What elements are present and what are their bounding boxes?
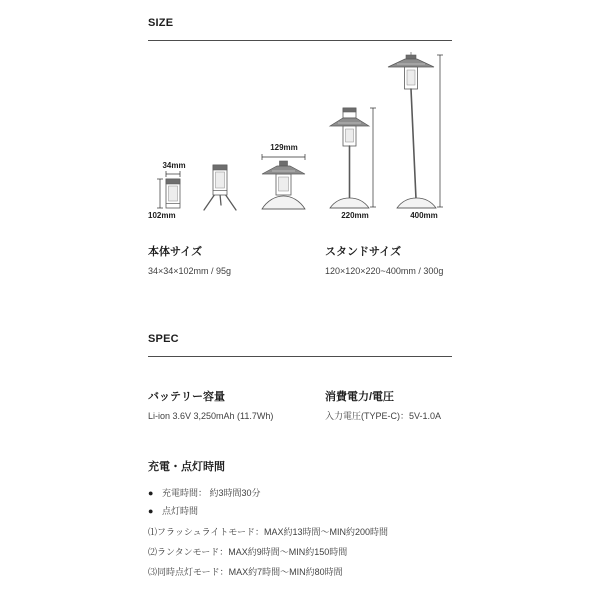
spec-heading: SPEC — [148, 333, 179, 345]
power-value: 入力電圧(TYPE-C)：5V-1.0A — [325, 411, 442, 421]
lantern-stand-short-illustration — [330, 108, 369, 208]
lantern-body — [343, 126, 356, 146]
tripod-leg — [225, 194, 236, 210]
tripod-leg — [220, 194, 221, 205]
lantern-with-shade-illustration — [262, 161, 305, 209]
lantern-window — [216, 172, 225, 188]
lantern-body — [276, 174, 291, 195]
size-heading: SIZE — [148, 17, 174, 29]
body-size-title: 本体サイズ — [148, 246, 203, 258]
list-item-text: 充電時間： 約3時間30分 — [162, 488, 261, 498]
mode-simultaneous: ⑶同時点灯モード：MAX約7時間～MIN約80時間 — [148, 567, 343, 577]
tripod-leg — [204, 194, 215, 210]
runtime-title: 充電・点灯時間 — [148, 461, 225, 473]
list-item-charge-time — [148, 489, 261, 498]
lantern-shade — [388, 59, 434, 67]
dimension-body-height — [157, 179, 163, 208]
bullet-icon: ● — [148, 488, 154, 498]
dimension-shade-width — [262, 154, 305, 160]
mode-lantern: ⑵ランタンモード：MAX約9時間～MIN約150時間 — [148, 547, 348, 557]
dimension-label-body-width: 34mm — [162, 161, 186, 170]
stand-size-title: スタンドサイズ — [325, 246, 402, 258]
dimension-label-stand-min-height: 220mm — [341, 211, 369, 220]
lantern-tripod-illustration — [204, 165, 236, 210]
lantern-window — [279, 177, 289, 191]
lantern-window — [346, 129, 354, 142]
dimension-label-shade-width: 129mm — [270, 143, 298, 152]
size-divider — [148, 40, 452, 41]
battery-title: バッテリー容量 — [148, 391, 225, 403]
lantern-body — [405, 67, 418, 89]
lantern-cap — [406, 55, 416, 59]
stand-pole — [411, 89, 416, 199]
lantern-base — [262, 196, 305, 209]
spec-divider — [148, 356, 452, 357]
mode-flashlight: ⑴フラッシュライトモード：MAX約13時間～MIN約200時間 — [148, 527, 389, 537]
stand-base — [330, 198, 369, 208]
dimension-label-stand-max-height: 400mm — [410, 211, 438, 220]
lantern-body — [213, 165, 227, 195]
stand-base — [397, 198, 436, 208]
lantern-cap — [280, 161, 288, 166]
dimension-stand-max-height — [437, 55, 443, 207]
dimension-stand-min-height — [370, 108, 376, 207]
lantern-body — [166, 179, 180, 208]
lantern-window — [169, 186, 178, 201]
lantern-window — [407, 70, 415, 85]
lantern-shade — [262, 166, 305, 174]
battery-value: Li-ion 3.6V 3,250mAh (11.7Wh) — [148, 411, 274, 421]
lantern-cap — [343, 108, 356, 112]
dimension-label-body-height: 102mm — [148, 211, 176, 220]
lantern-top — [343, 108, 356, 118]
lantern-shade — [330, 118, 369, 126]
power-title: 消費電力/電圧 — [325, 391, 395, 403]
bullet-icon: ● — [148, 506, 154, 516]
lantern-body-illustration — [166, 179, 180, 208]
lantern-cap — [166, 179, 180, 184]
list-item-text: 点灯時間 — [162, 506, 199, 516]
list-item-lighting-time — [148, 507, 198, 516]
body-size-value: 34×34×102mm / 95g — [148, 266, 232, 276]
lantern-stand-tall-illustration — [388, 52, 436, 208]
stand-size-value: 120×120×220~400mm / 300g — [325, 266, 444, 276]
dimension-body-width — [166, 171, 180, 177]
lantern-cap — [213, 165, 227, 170]
